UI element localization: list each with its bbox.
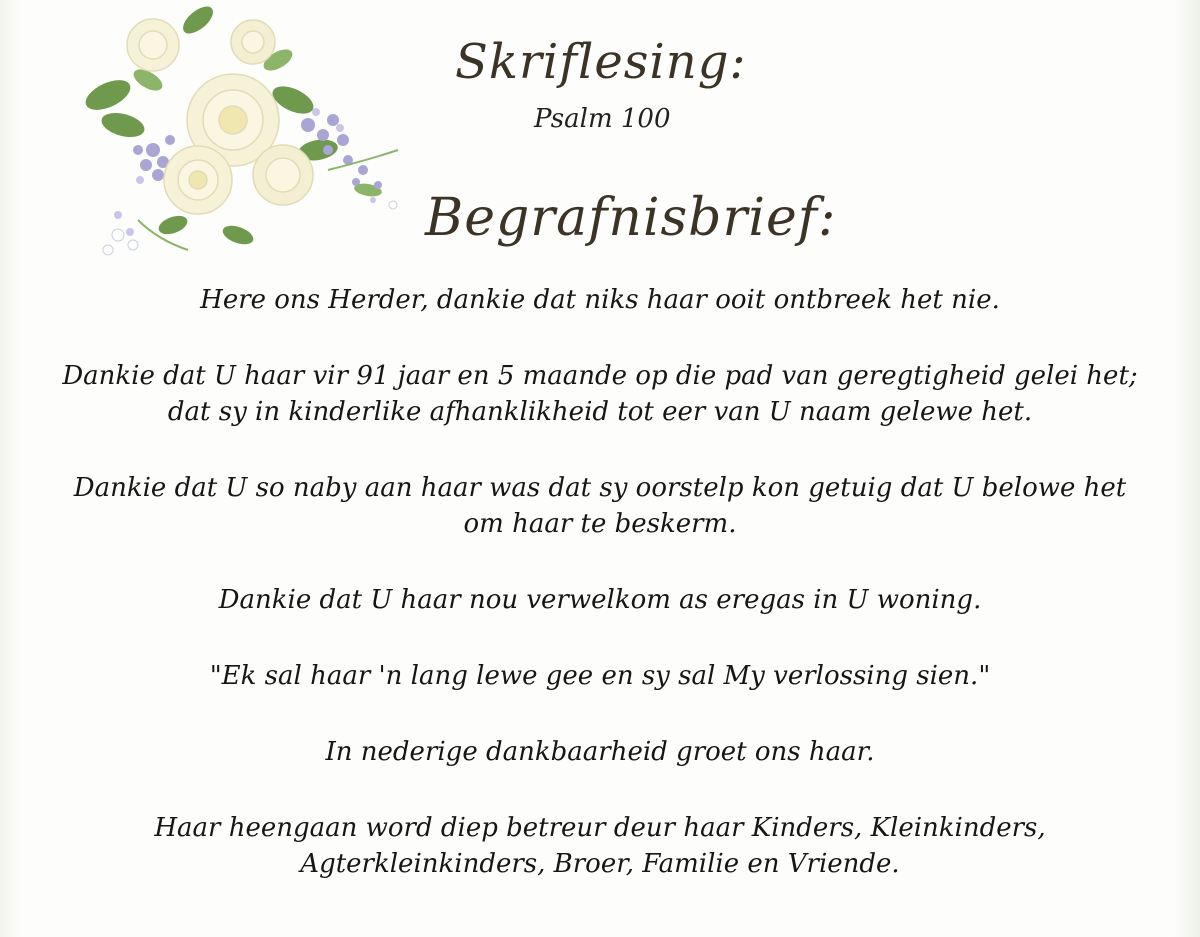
letter-line: Dankie dat U haar vir 91 jaar en 5 maande op die pad van geregtigheid gelei het; bbox=[62, 361, 1138, 391]
letter-paragraph bbox=[60, 470, 1140, 542]
letter-paragraph bbox=[60, 658, 1140, 694]
letter-paragraph bbox=[60, 582, 1140, 618]
flower-bouquet-icon bbox=[78, 0, 428, 268]
scripture-reference: Psalm 100 bbox=[534, 104, 671, 134]
scripture-reading-heading: Skriflesing: bbox=[455, 34, 747, 90]
letter-line: om haar te beskerm. bbox=[463, 509, 737, 539]
page-edge-right bbox=[1174, 0, 1200, 937]
letter-paragraph bbox=[60, 282, 1140, 318]
letter-line: "Ek sal haar 'n lang lewe gee en sy sal My verlossing sien." bbox=[209, 661, 991, 691]
letter-paragraph bbox=[60, 810, 1140, 882]
letter-line: Dankie dat U so naby aan haar was dat sy oorstelp kon getuig dat U belowe het bbox=[73, 473, 1127, 503]
letter-line: dat sy in kinderlike afhanklikheid tot eer van U naam gelewe het. bbox=[167, 397, 1033, 427]
funeral-letter-body bbox=[60, 282, 1140, 922]
letter-line: Dankie dat U haar nou verwelkom as eregas in U woning. bbox=[218, 585, 982, 615]
letter-line: Agterkleinkinders, Broer, Familie en Vriende. bbox=[300, 849, 900, 879]
letter-paragraph bbox=[60, 734, 1140, 770]
letter-line: In nederige dankbaarheid groet ons haar. bbox=[325, 737, 875, 767]
letter-paragraph bbox=[60, 358, 1140, 430]
page-edge-left bbox=[0, 0, 22, 937]
letter-line: Here ons Herder, dankie dat niks haar ooit ontbreek het nie. bbox=[200, 285, 1000, 315]
funeral-letter-heading: Begrafnisbrief: bbox=[425, 188, 837, 248]
letter-line: Haar heengaan word diep betreur deur haar Kinders, Kleinkinders, bbox=[154, 813, 1046, 843]
